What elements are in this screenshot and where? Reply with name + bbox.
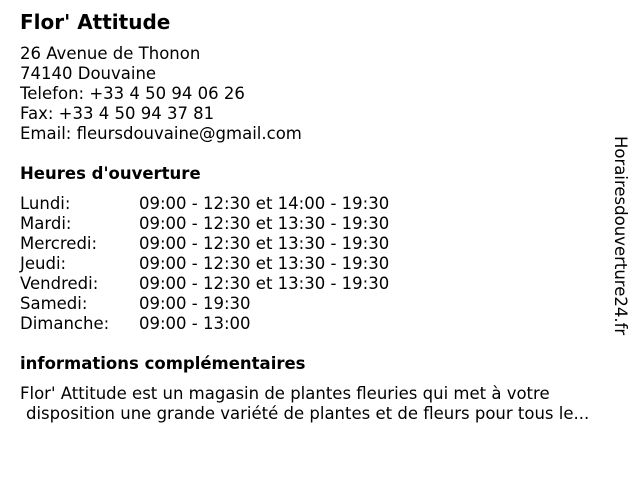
time-range: 09:00 - 12:30 et 13:30 - 19:30 bbox=[139, 214, 390, 233]
day-label: Samedi: bbox=[20, 294, 88, 313]
phone-number: Telefon: +33 4 50 94 06 26 bbox=[20, 84, 245, 103]
business-name: Flor' Attitude bbox=[20, 10, 171, 34]
day-label: Mardi: bbox=[20, 214, 72, 233]
description-line: disposition une grande variété de plantes et de fleurs pour tous le... bbox=[26, 404, 590, 423]
time-range: 09:00 - 12:30 et 13:30 - 19:30 bbox=[139, 254, 390, 273]
address-city: 74140 Douvaine bbox=[20, 64, 157, 83]
day-label: Lundi: bbox=[20, 194, 71, 213]
day-label: Vendredi: bbox=[20, 274, 99, 293]
fax-number: Fax: +33 4 50 94 37 81 bbox=[20, 104, 215, 123]
day-label: Jeudi: bbox=[20, 254, 67, 273]
time-range: 09:00 - 13:00 bbox=[139, 314, 251, 333]
contact-block bbox=[20, 44, 302, 144]
email-address: Email: fleursdouvaine@gmail.com bbox=[20, 124, 302, 143]
description-line: Flor' Attitude est un magasin de plantes fleuries qui met à votre bbox=[20, 384, 550, 403]
day-label: Dimanche: bbox=[20, 314, 110, 333]
time-range: 09:00 - 12:30 et 14:00 - 19:30 bbox=[139, 194, 390, 213]
additional-info-heading: informations complémentaires bbox=[20, 354, 306, 373]
time-range: 09:00 - 12:30 et 13:30 - 19:30 bbox=[139, 234, 390, 253]
address-street: 26 Avenue de Thonon bbox=[20, 44, 201, 63]
time-range: 09:00 - 12:30 et 13:30 - 19:30 bbox=[139, 274, 390, 293]
site-watermark: Horairesdouverture24.fr bbox=[611, 136, 630, 336]
day-label: Mercredi: bbox=[20, 234, 98, 253]
time-range: 09:00 - 19:30 bbox=[139, 294, 251, 313]
business-description bbox=[20, 384, 589, 424]
opening-hours-heading: Heures d'ouverture bbox=[20, 164, 201, 183]
